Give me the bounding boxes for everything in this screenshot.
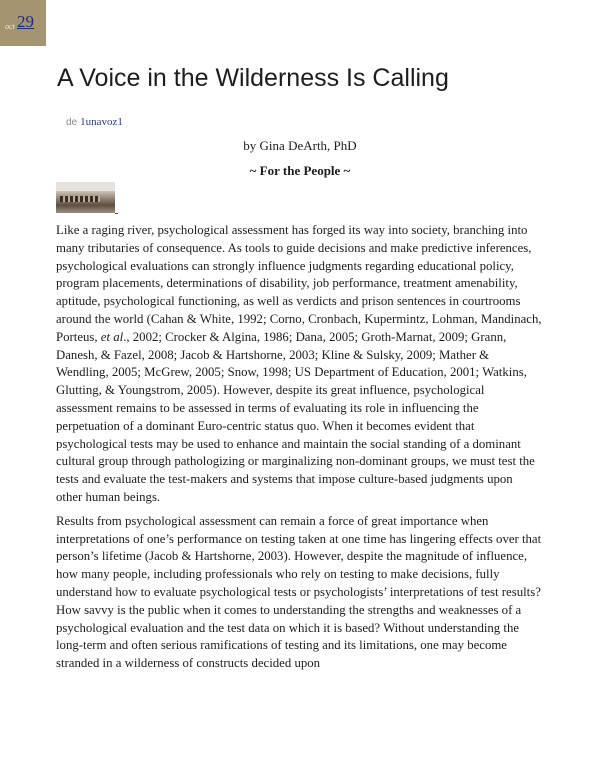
paragraph-1-etal: et al xyxy=(100,329,124,344)
date-badge xyxy=(0,0,46,46)
article-body xyxy=(56,222,542,679)
byline: by Gina DeArth, PhD xyxy=(243,138,357,153)
thumbnail-sky xyxy=(56,182,115,191)
date-day-link[interactable]: 29 xyxy=(17,12,34,31)
posted-prefix: de xyxy=(66,117,78,128)
thumbnail-link-underline xyxy=(115,213,118,214)
article-title: A Voice in the Wilderness Is Calling xyxy=(57,64,449,92)
thumbnail-detail xyxy=(60,196,100,202)
paragraph-1-part-2: ., 2002; Crocker & Algina, 1986; Dana, 2005; Groth-Marnat, 2009; Grann, Danesh, & Fazel, 2008; Jacob & Hartshorne, 2003; Kline & Sulsky, 2009; Mather & Wendling, 2005; McGrew, 2005; Snow, 1998; US Department of Education, 2001; Watkins, Glutting, & Youngstrom, 2005). However, despite its great influence, psychological assessment remains to be assessed in terms of evaluating its role in influencing the perpetuation of a dominant Euro-centric status quo. When it becomes evident that psychological tests may be used to enhance and maintain the social standing of a dominant cultural group through pathologizing or marginalizing non-dominant groups, we must test the tests and evaluate the test-makers and systems that impose culture-based judgments upon other human beings. xyxy=(56,329,535,504)
paragraph-1-part-1: Like a raging river, psychological assessment has forged its way into society, branching into many tributaries of consequence. As tools to guide decisions and make predictive inferences, psychological evaluations can strongly influence judgments regarding educational policy, program placements, determinations of disability, job performance, treatment amenability, aptitude, psychological functioning, as well as verdicts and prison sentences in courtrooms around the world (Cahan & White, 1992; Corno, Cronbach, Kupermintz, Lohman, Mandinach, Porteus, xyxy=(56,223,542,344)
article-thumbnail-image[interactable] xyxy=(56,182,115,213)
article-subtitle: ~ For the People ~ xyxy=(249,163,351,178)
paragraph-1 xyxy=(56,222,542,507)
author-link[interactable]: 1unavoz1 xyxy=(80,116,123,128)
posted-by xyxy=(66,116,123,128)
date-month: oct xyxy=(5,22,15,31)
paragraph-2: Results from psychological assessment can remain a force of great importance when interpretations of one’s performance on testing taken at one time has lingering effects over that person’s lifetime (Jacob & Hartshorne, 2003). However, despite the magnitude of influence, how many people, including professionals who rely on testing to make decisions, fully understand how to evaluate psychological tests or psychologists’ interpretations of test results? How savvy is the public when it comes to understanding the strengths and weaknesses of a psychological evaluation and the test data on which it is based? Without understanding the long-term and often serious ramifications of testing and its limitations, one may become stranded in a wilderness of constructs decided upon xyxy=(56,513,542,671)
